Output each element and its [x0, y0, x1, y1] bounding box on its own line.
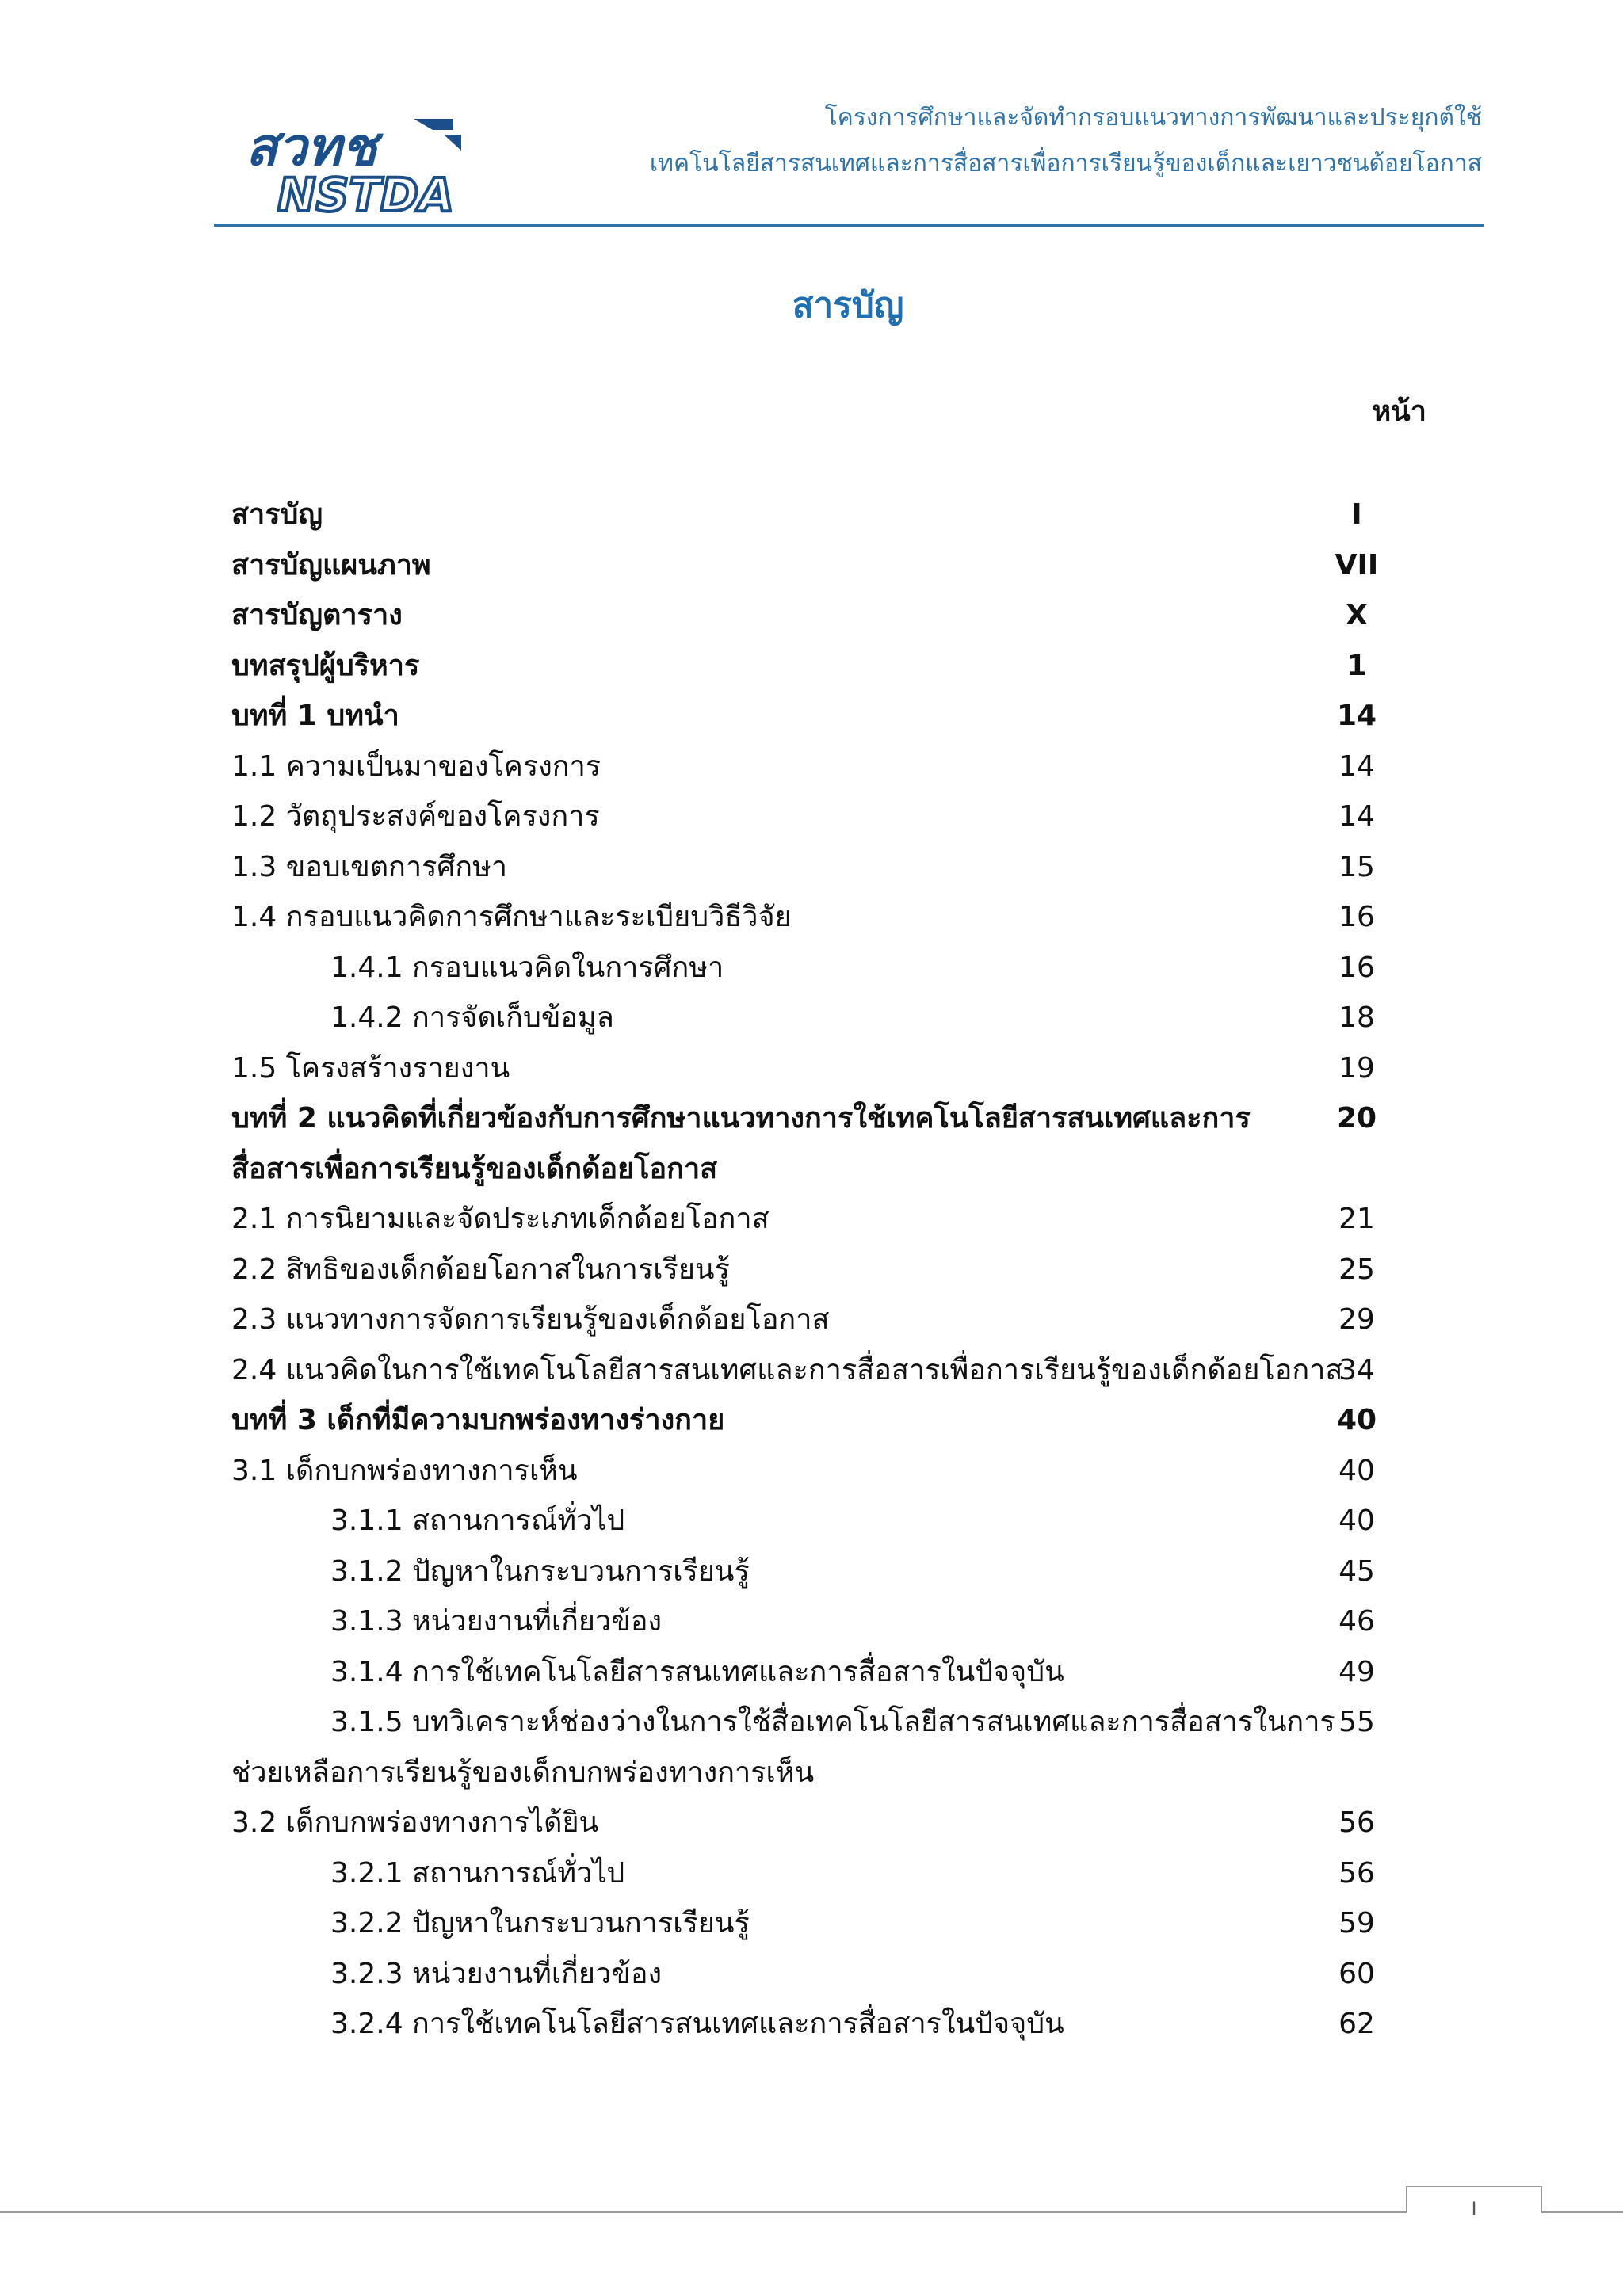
toc-entry-title: 1.1 ความเป็นมาของโครงการ: [231, 749, 601, 783]
toc-entry: [231, 1395, 1404, 1446]
toc-entry-page: VII: [1335, 548, 1379, 582]
nstda-logo: [230, 103, 483, 222]
toc-entry: [231, 1194, 1404, 1245]
toc-entry-page: 15: [1338, 850, 1375, 883]
table-of-contents: [231, 490, 1404, 2050]
header-line-1: โครงการศึกษาและจัดทำกรอบแนวทางการพัฒนาและประยุกต์ใช้: [824, 104, 1482, 132]
page-footer: [0, 2171, 1623, 2250]
toc-entry: [231, 1647, 1404, 1698]
toc-entry-title: 1.3 ขอบเขตการศึกษา: [231, 850, 508, 883]
toc-entry-page: 20: [1336, 1102, 1377, 1135]
toc-entry: [231, 1496, 1404, 1547]
toc-entry-page: 25: [1338, 1253, 1375, 1286]
toc-entry: [231, 842, 1404, 893]
toc-entry-page: I: [1351, 498, 1362, 531]
toc-entry: [231, 1295, 1404, 1345]
toc-entry-page: 55: [1338, 1706, 1375, 1738]
page-title: สารบัญ: [792, 285, 904, 326]
toc-entry-title: 3.2.4 การใช้เทคโนโลยีสารสนเทศและการสื่อสารในปัจจุบัน: [330, 2008, 1064, 2040]
page-column-label: หน้า: [1372, 395, 1426, 428]
toc-entry-title: 3.1.2 ปัญหาในกระบวนการเรียนรู้: [330, 1554, 750, 1588]
toc-entry: [231, 1245, 1404, 1295]
toc-entry-page: 40: [1338, 1505, 1375, 1537]
toc-entry: [231, 943, 1404, 994]
footer-page-number: I: [1471, 2198, 1477, 2220]
toc-entry: [231, 791, 1404, 842]
toc-entry-page: 40: [1336, 1404, 1377, 1436]
toc-entry-page: 14: [1338, 800, 1375, 833]
header-title: [650, 95, 1482, 187]
toc-entry: [231, 742, 1404, 792]
toc-entry-page: 45: [1338, 1554, 1375, 1588]
toc-entry-title: 1.4.2 การจัดเก็บข้อมูล: [330, 1001, 614, 1034]
toc-entry-page: 19: [1338, 1051, 1375, 1085]
toc-entry-page: 1: [1346, 649, 1367, 682]
toc-entry-page: 62: [1338, 2008, 1375, 2040]
toc-entry-title: 3.1.3 หน่วยงานที่เกี่ยวข้อง: [330, 1605, 663, 1638]
toc-entry-title: สารบัญตาราง: [231, 599, 403, 631]
toc-entry: [231, 1697, 1404, 1798]
toc-entry: [231, 1949, 1404, 2000]
toc-entry-title: บทที่ 2 แนวคิดที่เกี่ยวข้องกับการศึกษาแนวทางการใช้เทคโนโลยีสารสนเทศและการ: [231, 1102, 1251, 1135]
toc-entry-page: 21: [1338, 1203, 1375, 1235]
toc-entry: [231, 1547, 1404, 1597]
page-header: [214, 87, 1482, 230]
toc-entry-title: 3.2.1 สถานการณ์ทั่วไป: [330, 1856, 625, 1890]
toc-entry-title: 1.5 โครงสร้างรายงาน: [231, 1051, 510, 1085]
toc-entry-page: 56: [1338, 1806, 1375, 1839]
toc-entry: [231, 691, 1404, 742]
toc-entry-title: 3.2.3 หน่วยงานที่เกี่ยวข้อง: [330, 1957, 663, 1990]
toc-entry-title: 2.4 แนวคิดในการใช้เทคโนโลยีสารสนเทศและการสื่อสารเพื่อการเรียนรู้ของเด็กด้อยโอกาส: [231, 1353, 1343, 1386]
toc-entry-title: 1.4 กรอบแนวคิดการศึกษาและระเบียบวิธีวิจัย: [231, 901, 792, 933]
toc-entry: [231, 1093, 1404, 1194]
toc-entry: [231, 1345, 1404, 1396]
toc-entry-page: 14: [1338, 749, 1375, 783]
header-line-2: เทคโนโลยีสารสนเทศและการสื่อสารเพื่อการเรียนรู้ของเด็กและเยาวชนด้อยโอกาส: [649, 150, 1482, 177]
toc-entry-page: 56: [1338, 1856, 1375, 1890]
toc-entry: [231, 1798, 1404, 1848]
toc-entry-title: 2.1 การนิยามและจัดประเภทเด็กด้อยโอกาส: [231, 1203, 769, 1235]
toc-entry-title: 3.2 เด็กบกพร่องทางการได้ยิน: [231, 1806, 599, 1839]
toc-entry: [231, 1999, 1404, 2050]
toc-entry-page: 60: [1338, 1957, 1375, 1990]
toc-entry-title: สารบัญ: [231, 498, 323, 531]
toc-entry-page: 16: [1338, 951, 1375, 984]
toc-entry-title: 1.4.1 กรอบแนวคิดในการศึกษา: [330, 951, 724, 984]
toc-entry-title: สารบัญแผนภาพ: [231, 548, 431, 582]
toc-entry-page: 34: [1338, 1353, 1375, 1386]
toc-entry: [231, 1043, 1404, 1094]
toc-entry-title: 2.2 สิทธิของเด็กด้อยโอกาสในการเรียนรู้: [231, 1253, 730, 1286]
toc-entry-title: 3.1.1 สถานการณ์ทั่วไป: [330, 1505, 625, 1537]
toc-entry: [231, 590, 1404, 641]
toc-entry: [231, 1898, 1404, 1949]
toc-entry-page: 18: [1338, 1001, 1375, 1034]
toc-entry-title: 3.1.4 การใช้เทคโนโลยีสารสนเทศและการสื่อสารในปัจจุบัน: [330, 1655, 1064, 1688]
toc-entry-title: 3.1 เด็กบกพร่องทางการเห็น: [231, 1454, 578, 1487]
toc-entry: [231, 540, 1404, 591]
toc-entry-page: 16: [1338, 901, 1375, 933]
toc-entry-page: X: [1346, 599, 1368, 631]
toc-entry: [231, 1446, 1404, 1497]
toc-entry-title: บทสรุปผู้บริหาร: [231, 649, 420, 682]
toc-entry-page: 14: [1336, 700, 1377, 732]
toc-entry: [231, 1596, 1404, 1647]
toc-entry: [231, 1848, 1404, 1899]
toc-entry-title-continued: สื่อสารเพื่อการเรียนรู้ของเด็กด้อยโอกาส: [231, 1152, 718, 1185]
logo-latin-text: NSTDA: [277, 168, 454, 222]
toc-entry-page: 40: [1338, 1454, 1375, 1487]
toc-entry-title: 1.2 วัตถุประสงค์ของโครงการ: [231, 800, 600, 833]
header-divider: [214, 224, 1484, 227]
toc-entry-title: 3.2.2 ปัญหาในกระบวนการเรียนรู้: [330, 1907, 750, 1939]
toc-entry: [231, 641, 1404, 692]
toc-entry-page: 59: [1338, 1907, 1375, 1939]
toc-entry: [231, 490, 1404, 540]
toc-entry: [231, 892, 1404, 943]
toc-entry-title: 3.1.5 บทวิเคราะห์ช่องว่างในการใช้สื่อเทคโนโลยีสารสนเทศและการสื่อสารในการ: [330, 1706, 1335, 1738]
toc-entry-title: บทที่ 3 เด็กที่มีความบกพร่องทางร่างกาย: [231, 1404, 725, 1436]
toc-entry-title: 2.3 แนวทางการจัดการเรียนรู้ของเด็กด้อยโอกาส: [231, 1303, 830, 1336]
toc-entry-page: 46: [1338, 1605, 1375, 1638]
toc-entry-title-continued: ช่วยเหลือการเรียนรู้ของเด็กบกพร่องทางการเห็น: [231, 1756, 815, 1789]
toc-entry-page: 49: [1338, 1655, 1375, 1688]
toc-entry: [231, 993, 1404, 1043]
toc-entry-title: บทที่ 1 บทนำ: [231, 700, 399, 732]
toc-entry-page: 29: [1338, 1303, 1375, 1336]
logo-thai-text: สวทช: [246, 116, 377, 177]
